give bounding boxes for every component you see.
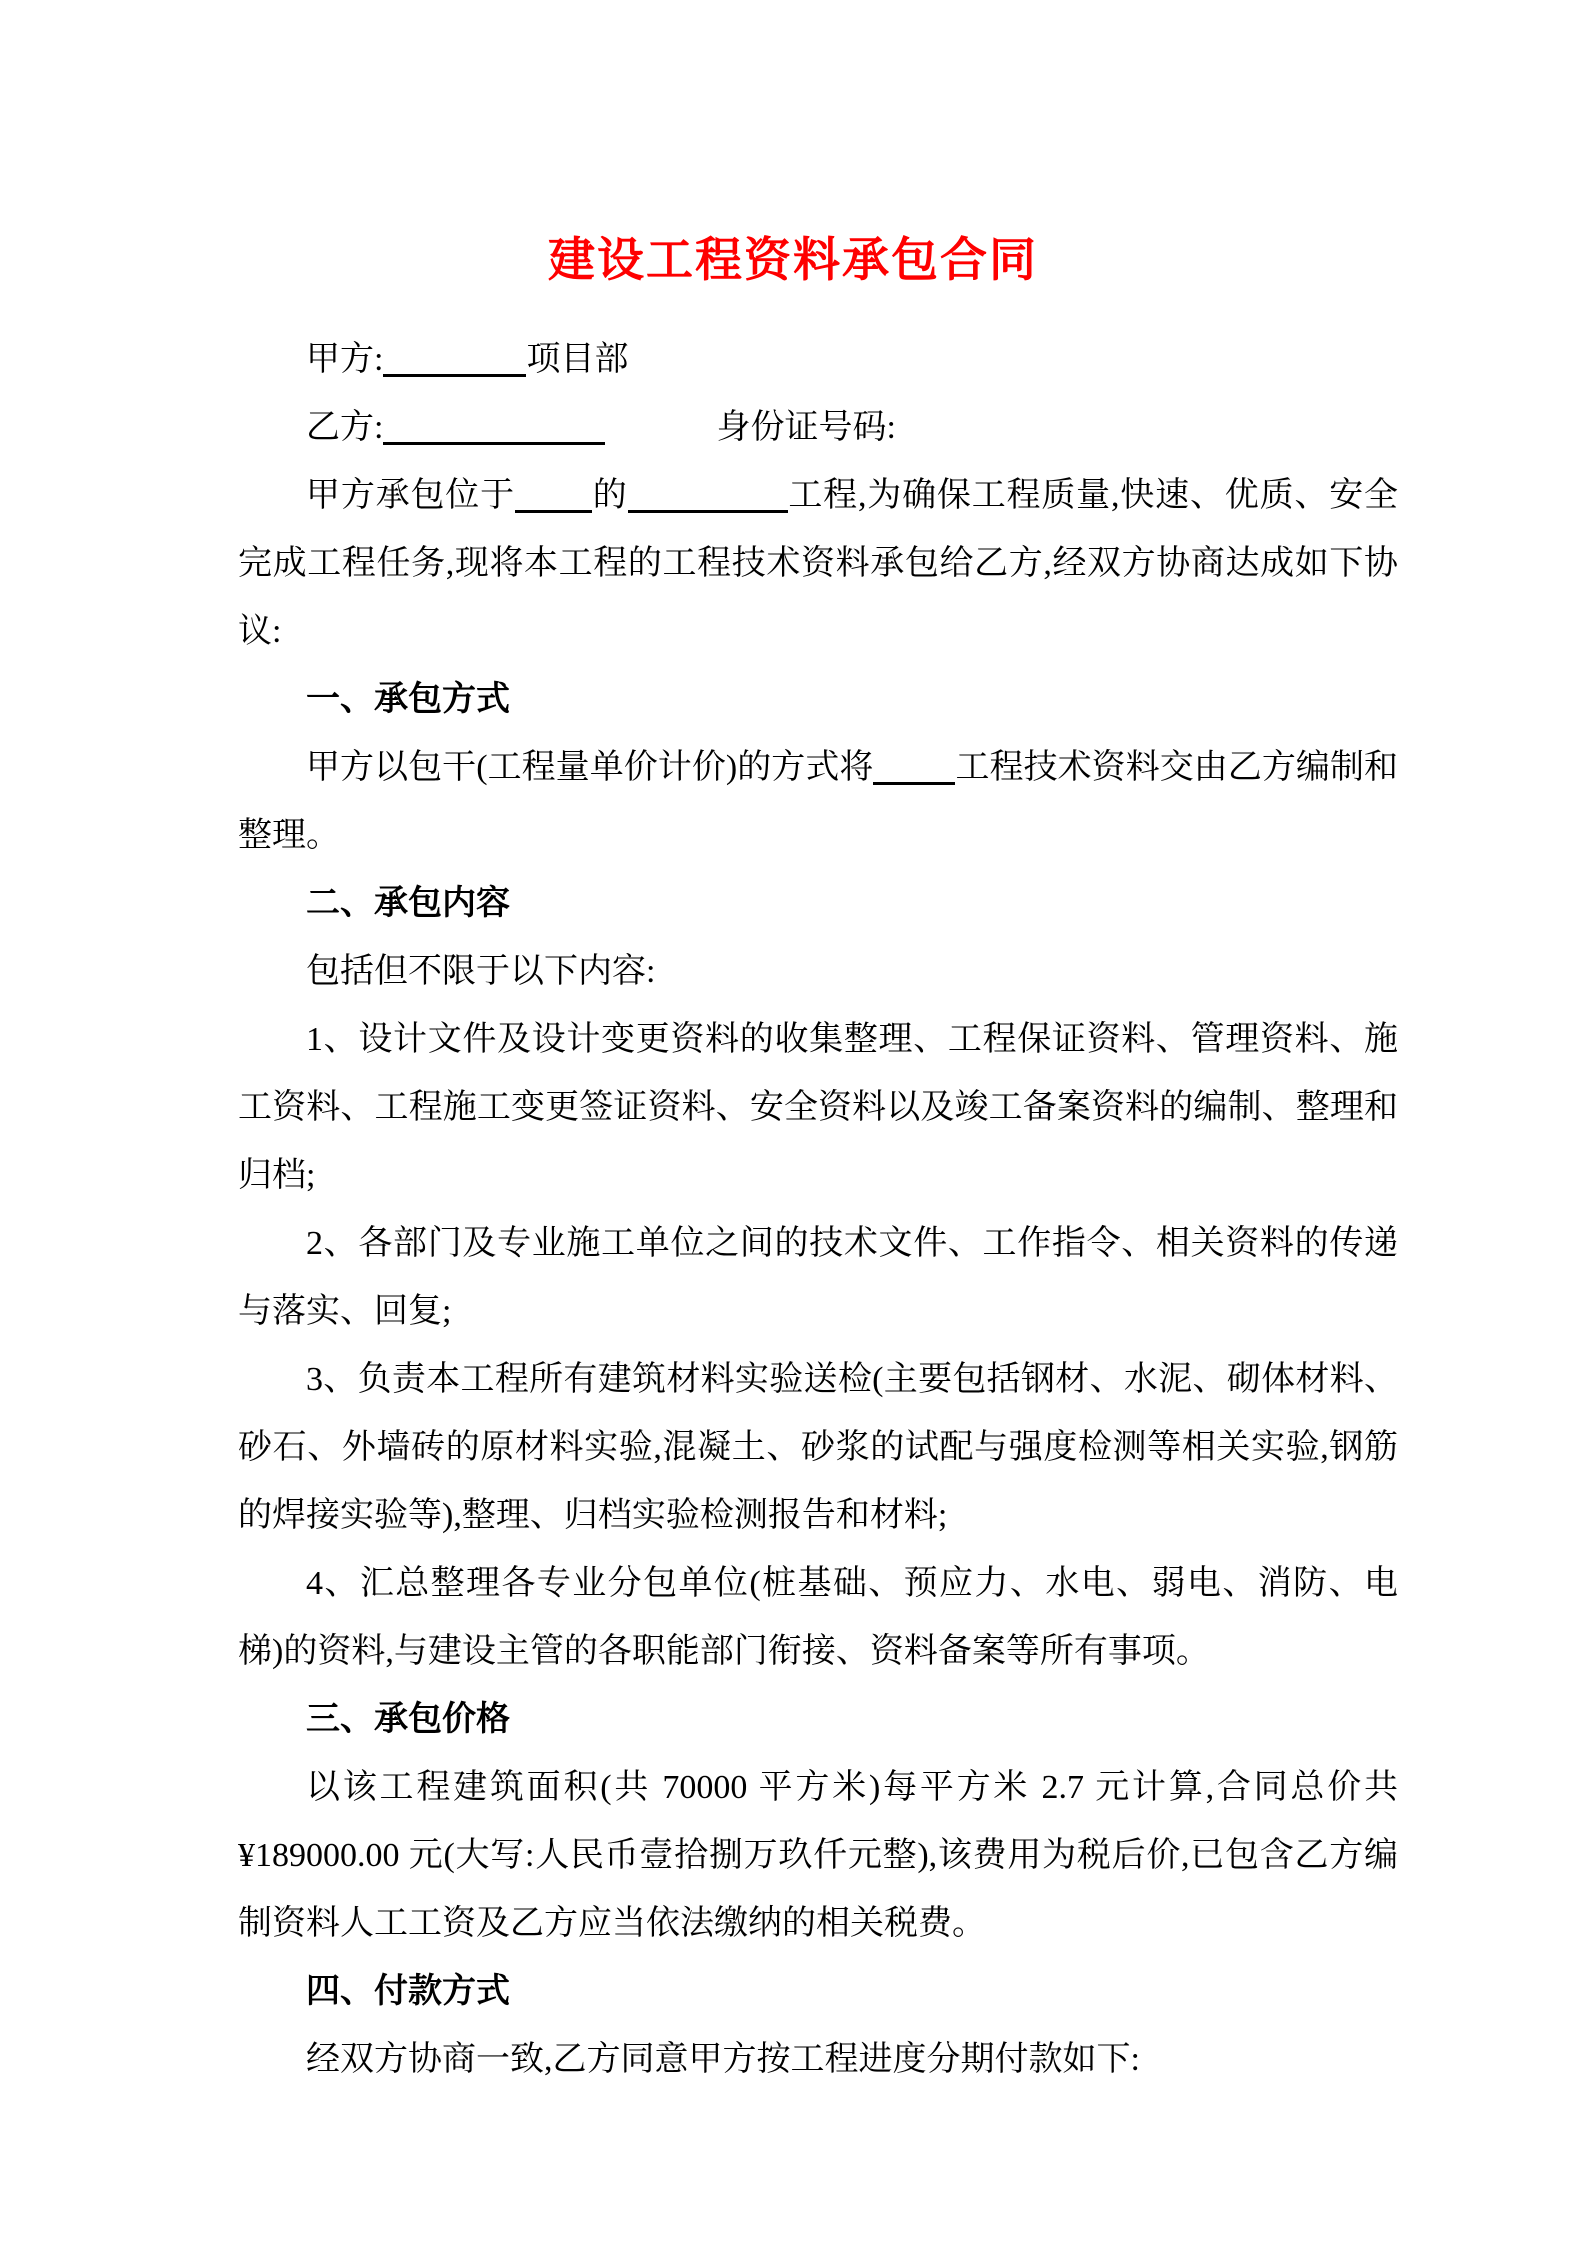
section-2-item-3: 3、负责本工程所有建筑材料实验送检(主要包括钢材、水泥、砌体材料、砂石、外墙砖的原材料实验,混凝土、砂浆的试配与强度检测等相关实验,钢筋的焊接实验等),整理、归档实验检测报告和材料; bbox=[238, 1360, 1398, 1534]
party-b-label: 乙方: bbox=[306, 408, 384, 446]
s1-text-after-blank: 工程技术资料交由乙方编制和整理。 bbox=[238, 748, 1399, 854]
party-a-line bbox=[238, 326, 1398, 394]
section-2-item-4: 4、汇总整理各专业分包单位(桩基础、预应力、水电、弱电、消防、电梯)的资料,与建设主管的各职能部门衔接、资料备案等所有事项。 bbox=[238, 1564, 1398, 1670]
section-2-intro: 包括但不限于以下内容: bbox=[306, 952, 656, 990]
party-a-blank-line bbox=[383, 334, 526, 377]
section-1-heading: 一、承包方式 bbox=[306, 680, 510, 718]
intro-text-3: 工程,为确保工程质量,快速、优质、安全完成工程任务,现将本工程的工程技术资料承包给乙方,经双方协商达成如下协议: bbox=[238, 476, 1399, 650]
section-4-heading: 四、付款方式 bbox=[306, 1972, 510, 2010]
section-2-item-2: 2、各部门及专业施工单位之间的技术文件、工作指令、相关资料的传递与落实、回复; bbox=[238, 1224, 1398, 1330]
section-4-paragraph: 经双方协商一致,乙方同意甲方按工程进度分期付款如下: bbox=[306, 2040, 1140, 2078]
intro-text-2: 的 bbox=[591, 476, 628, 514]
section-2-item-1: 1、设计文件及设计变更资料的收集整理、工程保证资料、管理资料、施工资料、工程施工变更签证资料、安全资料以及竣工备案资料的编制、整理和归档; bbox=[238, 1020, 1398, 1194]
project-name-blank-line bbox=[628, 470, 788, 513]
contract-body bbox=[238, 326, 1398, 2094]
intro-text-1: 甲方承包位于 bbox=[306, 476, 515, 514]
section-1-paragraph bbox=[238, 734, 1398, 870]
section-2-heading: 二、承包内容 bbox=[306, 884, 510, 922]
id-number-label: 身份证号码: bbox=[716, 408, 896, 446]
party-b-line bbox=[238, 394, 1398, 462]
intro-paragraph bbox=[238, 462, 1398, 666]
location-blank-line bbox=[515, 470, 592, 513]
section-3-paragraph: 以该工程建筑面积(共 70000 平方米)每平方米 2.7 元计算,合同总价共¥189000.00 元(大写:人民币壹拾捌万玖仟元整),该费用为税后价,已包含乙方编制资料人工工资及乙方应当依法缴纳的相关税费。 bbox=[238, 1768, 1398, 1942]
party-b-blank-line bbox=[383, 402, 605, 445]
s1-blank-line bbox=[873, 742, 955, 785]
document-title: 建设工程资料承包合同 bbox=[548, 235, 1038, 287]
s1-text-before-blank: 甲方以包干(工程量单价计价)的方式将 bbox=[306, 748, 874, 786]
party-a-label: 甲方: bbox=[306, 340, 384, 378]
section-3-heading: 三、承包价格 bbox=[306, 1700, 510, 1738]
party-a-suffix: 项目部 bbox=[526, 340, 629, 378]
